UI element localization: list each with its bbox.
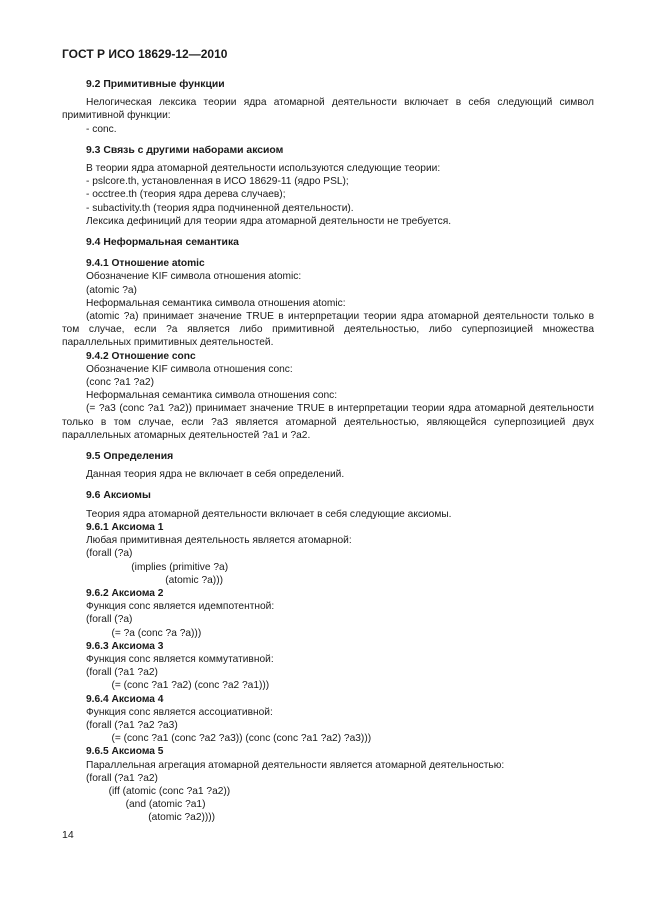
axiom-5-code-line: (iff (atomic (conc ?a1 ?a2)) (86, 785, 231, 797)
standard-header: ГОСТ Р ИСО 18629-12—2010 (62, 47, 228, 61)
axiom-4-code-line: (forall (?a1 ?a2 ?a3) (86, 719, 178, 731)
section-9-2-title: 9.2 Примитивные функции (86, 79, 225, 90)
section-9-2-item: - conc. (86, 123, 117, 135)
section-9-4-1-sem-label: Неформальная семантика символа отношения atomic: (86, 297, 346, 309)
section-9-4-2-kif: (conc ?a1 ?a2) (86, 377, 154, 389)
axiom-4-title: 9.6.4 Аксиома 4 (86, 693, 164, 705)
axiom-5-code-line: (forall (?a1 ?a2) (86, 772, 158, 784)
axiom-1-desc: Любая примитивная деятельность является атомарной: (86, 535, 352, 547)
section-9-3-item: - pslcore.th, установленная в ИСО 18629-11 (ядро PSL); (86, 176, 349, 188)
section-9-4-1-kif-label: Обозначение KIF символа отношения atomic: (86, 271, 302, 283)
axiom-3-code-line: (forall (?a1 ?a2) (86, 667, 158, 679)
axiom-4-desc: Функция conc является ассоциативной: (86, 706, 273, 718)
axiom-4-code-line: (= (conc ?a1 (conc ?a2 ?a3)) (conc (conc ?a1 ?a2) ?a3))) (86, 733, 372, 745)
section-9-5-text: Данная теория ядра не включает в себя определений. (86, 469, 345, 481)
section-9-4-2-sem: (= ?a3 (conc ?a1 ?a2)) принимает значение TRUE в интерпретации теории ядра атомарной деятельности только в том случае, если ?a3 является атомарной деятельностью, являющейся суперпозицией двух параллельных атомарных деятельностей ?a1 и ?a2. (62, 403, 594, 441)
section-9-3-item: - subactivity.th (теория ядра подчиненной деятельности). (86, 202, 354, 214)
axiom-2-desc: Функция conc является идемпотентной: (86, 601, 275, 613)
axiom-5-code-line: (atomic ?a2)))) (86, 812, 216, 824)
section-9-4-1-sem: (atomic ?a) принимает значение TRUE в интерпретации теории ядра атомарной деятельности только в том случае, если ?a является либо примитивной деятельностью, либо суперпозицией множества параллельных примитивных деятельностей. (62, 311, 594, 349)
axiom-2-code-line: (= ?a (conc ?a ?a))) (86, 627, 202, 639)
axiom-1-code-line: (forall (?a) (86, 548, 133, 560)
section-9-3-item: - occtree.th (теория ядра дерева случаев); (86, 189, 286, 201)
section-9-3-outro: Лексика дефиниций для теории ядра атомарной деятельности не требуется. (86, 215, 452, 227)
section-9-4-1-kif: (atomic ?a) (86, 284, 137, 296)
section-9-3-intro: В теории ядра атомарной деятельности используются следующие теории: (86, 163, 441, 175)
section-9-2-intro: Нелогическая лексика теории ядра атомарной деятельности включает в себя следующий символ примитивной функции: (62, 97, 594, 122)
axiom-3-code-line: (= (conc ?a1 ?a2) (conc ?a2 ?a1))) (86, 680, 270, 692)
section-9-4-1-title: 9.4.1 Отношение atomic (86, 258, 205, 270)
document-body (62, 78, 594, 825)
axiom-3-title: 9.6.3 Аксиома 3 (86, 640, 164, 652)
section-9-4-title: 9.4 Неформальная семантика (86, 237, 239, 249)
page-number: 14 (62, 829, 74, 841)
section-9-6-intro: Теория ядра атомарной деятельности включает в себя следующие аксиомы. (86, 508, 452, 520)
section-9-4-2-kif-label: Обозначение KIF символа отношения conc: (86, 363, 293, 375)
section-9-4-2-sem-label: Неформальная семантика символа отношения conc: (86, 390, 338, 402)
axiom-5-desc: Параллельная агрегация атомарной деятельности является атомарной деятельностью: (86, 759, 505, 771)
axiom-3-desc: Функция conc является коммутативной: (86, 653, 274, 665)
section-9-5-title: 9.5 Определения (86, 451, 174, 463)
axiom-2-title: 9.6.2 Аксиома 2 (86, 587, 164, 599)
axiom-5-code-line: (and (atomic ?a1) (86, 799, 206, 811)
section-9-3-title: 9.3 Связь с другими наборами аксиом (86, 144, 284, 156)
axiom-1-title: 9.6.1 Аксиома 1 (86, 521, 164, 533)
axiom-1-code-line: (implies (primitive ?a) (86, 561, 229, 573)
axiom-1-code-line: (atomic ?a))) (86, 574, 223, 586)
axiom-5-title: 9.6.5 Аксиома 5 (86, 746, 164, 758)
axiom-2-code-line: (forall (?a) (86, 614, 133, 626)
section-9-4-2-title: 9.4.2 Отношение conc (86, 350, 196, 362)
section-9-6-title: 9.6 Аксиомы (86, 490, 151, 502)
